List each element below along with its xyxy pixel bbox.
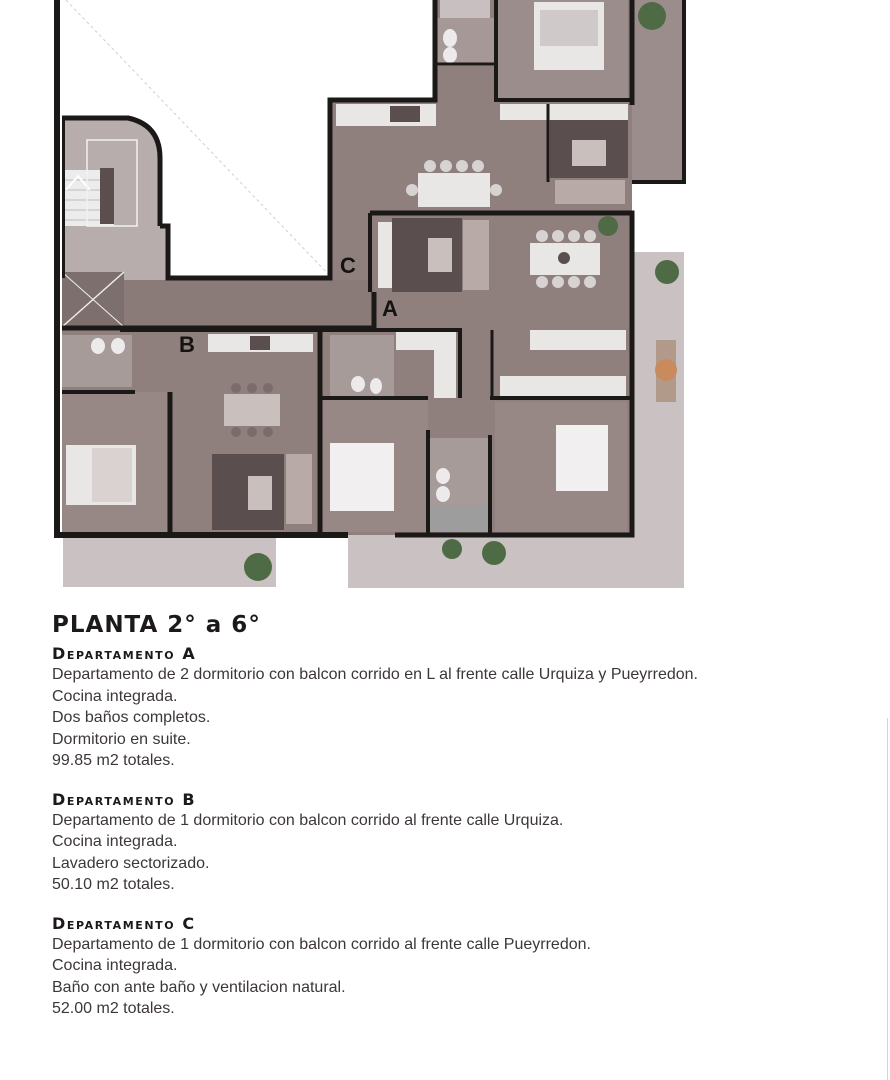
apartment-b-line: Cocina integrada. — [52, 833, 178, 850]
floor-info — [52, 612, 852, 1038]
kitchen-counter-c — [336, 104, 436, 126]
apartment-a-line: Dormitorio en suite. — [52, 730, 191, 748]
balcony-front-a — [348, 533, 684, 588]
apartment-b-title: Departamento B — [52, 789, 197, 809]
apartment-a-title: Departamento A — [52, 644, 197, 663]
apartment-a-line: Departamento de 2 dormitorio con balcon corrido en L al frente calle Urquiza y Pueyrredon. — [52, 666, 698, 683]
apartment-b-area: 50.10 m2 totales. — [52, 876, 175, 893]
apartment-a-line: Dos baños completos. — [52, 709, 211, 726]
apartment-a-line: Cocina integrada. — [52, 687, 178, 705]
apartment-c-line: Baño con ante baño y ventilacion natural. — [52, 978, 346, 996]
apartment-c-line: Cocina integrada. — [52, 957, 178, 974]
stair-handrail — [100, 168, 114, 224]
dining-table-b — [224, 394, 280, 426]
apartment-c-title: Departamento C — [52, 913, 196, 933]
floor-title: PLANTA 2° a 6° — [52, 612, 261, 638]
apartment-b-line: Departamento de 1 dormitorio con balcon corrido al frente calle Urquiza. — [52, 811, 564, 829]
apartment-label-b: B — [179, 332, 195, 357]
balcony-front-b — [63, 533, 276, 587]
apartment-b-section — [52, 790, 852, 896]
apartment-c-area: 52.00 m2 totales. — [52, 1000, 175, 1017]
bed-a-2 — [556, 425, 608, 491]
sofa-a — [463, 220, 489, 290]
bed-a-1 — [330, 443, 394, 511]
apartment-c-section — [52, 914, 852, 1020]
kitchen-counter-a — [378, 222, 392, 288]
apartment-a-section — [52, 644, 852, 772]
apartment-label-a: A — [382, 296, 398, 321]
apartment-a-area: 99.85 m2 totales. — [52, 752, 175, 769]
page-edge-divider — [887, 718, 888, 1080]
apartment-label-c: C — [340, 253, 356, 278]
dining-table-c — [418, 173, 490, 207]
sofa-b — [286, 454, 312, 524]
sofa-c — [555, 180, 625, 204]
apartment-b-line: Lavadero sectorizado. — [52, 854, 210, 872]
apartment-c-line: Departamento de 1 dormitorio con balcon corrido al frente calle Pueyrredon. — [52, 935, 591, 953]
